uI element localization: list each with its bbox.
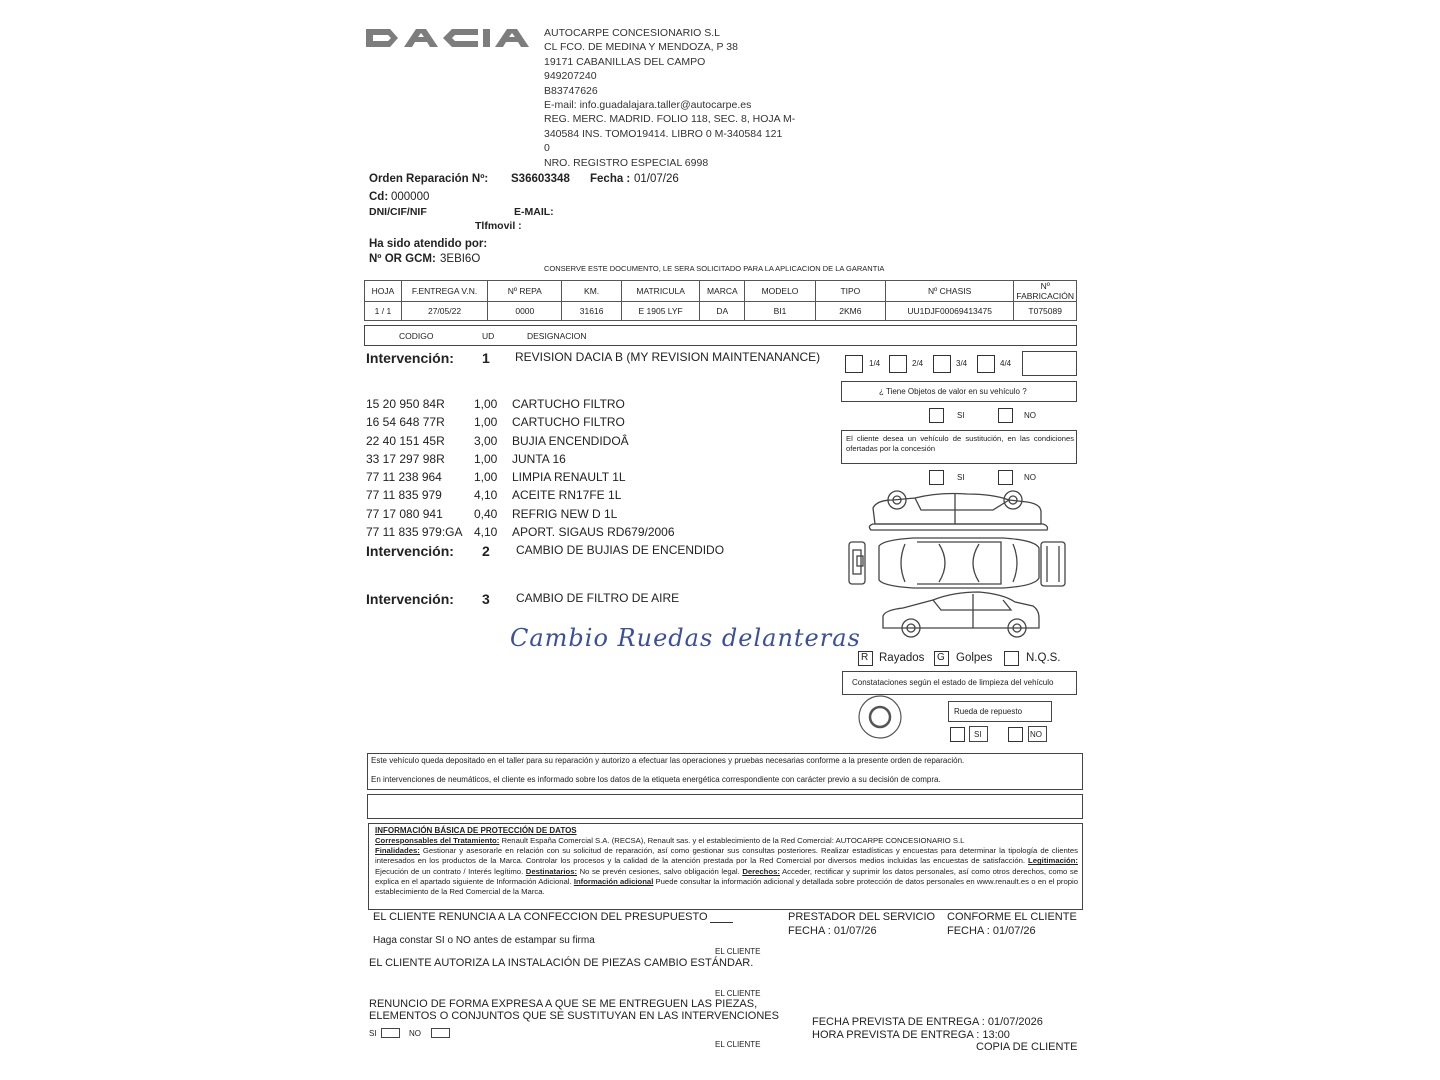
part-qty: 1,00 bbox=[474, 470, 498, 485]
privacy-recipients-label: Destinatarios: bbox=[525, 866, 578, 876]
copy-label: COPIA DE CLIENTE bbox=[976, 1041, 1078, 1053]
part-qty: 1,00 bbox=[474, 451, 498, 466]
replacement-yes-label: SI bbox=[957, 473, 965, 482]
items-header-bar bbox=[364, 325, 1077, 346]
fuel-extra-box bbox=[1022, 351, 1077, 376]
provider-date: FECHA : 01/07/26 bbox=[788, 925, 877, 937]
part-code: 77 11 238 964 bbox=[366, 470, 442, 485]
col-hoja: HOJA bbox=[365, 281, 402, 302]
legend-rayados-key: R bbox=[861, 652, 869, 663]
col-repa: Nº REPA bbox=[488, 281, 562, 302]
dealer-registry-3: 0 bbox=[544, 142, 550, 155]
col-modelo: MODELO bbox=[745, 281, 816, 302]
vehicle-table-header bbox=[365, 281, 1077, 302]
intervention-2-number: 2 bbox=[482, 543, 490, 559]
legend-golpes-label: Golpes bbox=[956, 652, 993, 664]
list-item bbox=[366, 450, 675, 468]
legend-nqs-label: N.Q.S. bbox=[1026, 652, 1061, 664]
waiver-parts-line-1: RENUNCIO DE FORMA EXPRESA A QUE SE ME ENTREGUEN LAS PIEZAS, bbox=[369, 998, 758, 1010]
valuables-no-checkbox[interactable] bbox=[998, 408, 1013, 423]
fuel-checkbox-2-4[interactable] bbox=[889, 355, 907, 373]
email-label: E-MAIL: bbox=[514, 206, 554, 218]
delivery-time: HORA PREVISTA DE ENTREGA : 13:00 bbox=[812, 1029, 1010, 1041]
client-label: CONFORME EL CLIENTE bbox=[947, 911, 1077, 923]
dealer-address: CL FCO. DE MEDINA Y MENDOZA, P 38 bbox=[544, 41, 738, 54]
vehicle-table bbox=[364, 280, 1077, 321]
col-entrega: F.ENTREGA V.N. bbox=[401, 281, 487, 302]
list-item bbox=[366, 395, 675, 413]
spare-wheel-yes-checkbox[interactable] bbox=[950, 727, 965, 742]
part-name: BUJIA ENCENDIDOÂ bbox=[512, 433, 629, 448]
dni-label: DNI/CIF/NIF bbox=[369, 206, 427, 218]
part-name: CARTUCHO FILTRO bbox=[512, 397, 625, 411]
waiver-si-box[interactable] bbox=[381, 1028, 400, 1038]
warranty-notice: CONSERVE ESTE DOCUMENTO, LE SERA SOLICITADO PARA LA APLICACION DE LA GARANTIA bbox=[544, 264, 885, 273]
cd-label: Cd: bbox=[369, 191, 389, 203]
delivery-date: FECHA PREVISTA DE ENTREGA : 01/07/2026 bbox=[812, 1016, 1043, 1028]
valuables-no-label: NO bbox=[1024, 411, 1036, 420]
list-item bbox=[366, 468, 675, 486]
items-header-ud: UD bbox=[482, 331, 495, 341]
dealer-city: 19171 CABANILLAS DEL CAMPO bbox=[544, 55, 706, 68]
waiver-no-box[interactable] bbox=[431, 1028, 450, 1038]
privacy-text bbox=[375, 836, 1078, 897]
gcm-label: Nº OR GCM: bbox=[369, 253, 436, 265]
intervention-1-number: 1 bbox=[482, 350, 490, 366]
el-cliente-2: EL CLIENTE bbox=[715, 989, 761, 998]
privacy-recipients-text: No se prevén cesiones, salvo obligación legal. bbox=[577, 866, 743, 876]
dacia-logo bbox=[364, 26, 536, 55]
handwritten-note: Cambio Ruedas delanteras bbox=[510, 624, 861, 652]
privacy-controller-text: Renault España Comercial S.A. (RECSA), Renault sas. y el establecimiento de la Red Comercial: AUTOCARPE CONCESIONARIO S.L bbox=[499, 836, 965, 845]
valuables-yes-checkbox[interactable] bbox=[929, 408, 944, 423]
privacy-controller-label: Corresponsables del Tratamiento: bbox=[375, 836, 500, 845]
part-code: 77 11 835 979 bbox=[366, 488, 442, 503]
part-code: 15 20 950 84R bbox=[366, 397, 445, 411]
dealer-tax-id: B83747626 bbox=[544, 84, 598, 97]
privacy-legitimation-text: Ejecución de un contrato / Interés legítimo. bbox=[375, 866, 526, 876]
car-damage-diagram bbox=[843, 486, 1075, 646]
cell-hoja: 1 / 1 bbox=[365, 302, 402, 321]
legend-golpes-key: G bbox=[937, 652, 945, 663]
cell-repa: 0000 bbox=[488, 302, 562, 321]
privacy-additional-text: Puede consultar la información adicional y detallada sobre protección de datos personales en www.renault.es o en el propio establecimiento de la Red Comercial de la Marca. bbox=[375, 876, 1078, 897]
dealer-info bbox=[544, 26, 795, 170]
el-cliente-3: EL CLIENTE bbox=[715, 1040, 761, 1049]
valuables-question: ¿ Tiene Objetos de valor en su vehículo ? bbox=[879, 387, 1027, 396]
dealer-email: E-mail: info.guadalajara.taller@autocarpe.es bbox=[544, 99, 752, 112]
waiver-no-label: NO bbox=[409, 1029, 421, 1038]
authorization-line-2: En intervenciones de neumáticos, el cliente es informado sobre los datos de la etiqueta energética correspondiente con carácter previo a su decisión de compra. bbox=[371, 775, 941, 784]
spare-wheel-no-label: NO bbox=[1030, 730, 1042, 739]
waiver-budget: EL CLIENTE RENUNCIA A LA CONFECCION DEL PRESUPUESTO bbox=[373, 911, 708, 923]
privacy-additional-label: Información adicional bbox=[573, 876, 654, 886]
order-number: S36603348 bbox=[511, 173, 570, 185]
part-qty: 1,00 bbox=[474, 415, 498, 430]
col-fabricacion: Nº FABRICACIÓN bbox=[1014, 281, 1077, 302]
part-qty: 3,00 bbox=[474, 433, 498, 448]
fuel-level-4-4: 4/4 bbox=[1000, 359, 1012, 368]
intervention-3-number: 3 bbox=[482, 591, 490, 607]
fuel-level-1-4: 1/4 bbox=[869, 359, 881, 368]
part-name: LIMPIA RENAULT 1L bbox=[512, 470, 626, 485]
cell-matricula: E 1905 LYF bbox=[621, 302, 700, 321]
parts-list bbox=[366, 395, 675, 541]
col-tipo: TIPO bbox=[815, 281, 885, 302]
privacy-legitimation-label: Legitimación: bbox=[1028, 856, 1078, 866]
items-header-code: CODIGO bbox=[399, 331, 434, 341]
cleanliness-note: Constataciones según el estado de limpieza del vehículo bbox=[852, 678, 1054, 687]
fuel-checkbox-3-4[interactable] bbox=[933, 355, 951, 373]
cell-chasis: UU1DJF00069413475 bbox=[885, 302, 1013, 321]
list-item bbox=[366, 486, 675, 504]
col-marca: MARCA bbox=[700, 281, 745, 302]
provider-label: PRESTADOR DEL SERVICIO bbox=[788, 911, 936, 923]
dealer-name: AUTOCARPE CONCESIONARIO S.L bbox=[544, 27, 721, 39]
part-code: 33 17 297 98R bbox=[366, 451, 445, 466]
valuables-yes-label: SI bbox=[957, 411, 965, 420]
list-item bbox=[366, 523, 675, 541]
part-code: 22 40 151 45R bbox=[366, 433, 445, 448]
replacement-vehicle-text: El cliente desea un vehículo de sustitución, en las condiciones ofertadas por la concesión bbox=[846, 434, 1074, 453]
privacy-purposes-label: Finalidades: bbox=[375, 846, 420, 856]
order-number-label: Orden Reparación Nº: bbox=[369, 173, 489, 185]
order-date: 01/07/26 bbox=[634, 173, 679, 185]
part-name: ACEITE RN17FE 1L bbox=[512, 488, 622, 503]
cell-tipo: 2KM6 bbox=[815, 302, 885, 321]
cell-marca: DA bbox=[700, 302, 745, 321]
cell-km: 31616 bbox=[562, 302, 621, 321]
replacement-no-checkbox[interactable] bbox=[998, 470, 1013, 485]
list-item bbox=[366, 413, 675, 431]
part-name: JUNTA 16 bbox=[512, 451, 566, 466]
spare-wheel-no-checkbox[interactable] bbox=[1008, 727, 1023, 742]
dealer-phone: 949207240 bbox=[544, 70, 597, 83]
intervention-1-label: Intervención: bbox=[366, 350, 454, 366]
intervention-1-description: REVISION DACIA B (MY REVISION MAINTENANANCE) bbox=[515, 350, 821, 364]
waiver-parts-line-2: ELEMENTOS O CONJUNTOS QUE SE SUSTITUYAN EN LAS INTERVENCIONES bbox=[369, 1010, 779, 1022]
privacy-purposes-text: Gestionar y asesorarle en relación con su solicitud de reparación, así como gestionar sus consultas posteriores. Realizar estadísticas y encuestas para determinar la tipología de clientes interesados en los productos de la Marca. Controlar los procesos y la calidad de la atención prestada por la Red Comercial por diversos medios incluidas las encuestas de satisfacción. bbox=[375, 846, 1078, 866]
vehicle-table-row bbox=[365, 302, 1077, 321]
order-date-label: Fecha : bbox=[590, 173, 631, 185]
attended-label: Ha sido atendido por: bbox=[369, 238, 488, 250]
part-qty: 4,10 bbox=[474, 525, 498, 540]
col-chasis: Nº CHASIS bbox=[885, 281, 1013, 302]
part-name: APORT. SIGAUS RD679/2006 bbox=[512, 525, 675, 540]
cell-entrega: 27/05/22 bbox=[401, 302, 487, 321]
privacy-title: INFORMACIÓN BÁSICA DE PROTECCIÓN DE DATOS bbox=[375, 826, 577, 835]
col-matricula: MATRICULA bbox=[621, 281, 700, 302]
list-item bbox=[366, 432, 675, 450]
spare-wheel-label: Rueda de repuesto bbox=[954, 707, 1023, 716]
intervention-2-description: CAMBIO DE BUJIAS DE ENCENDIDO bbox=[516, 543, 725, 557]
part-qty: 4,10 bbox=[474, 488, 498, 503]
part-name: CARTUCHO FILTRO bbox=[512, 415, 625, 430]
legend-rayados-label: Rayados bbox=[879, 652, 925, 664]
intervention-3-description: CAMBIO DE FILTRO DE AIRE bbox=[516, 591, 680, 605]
el-cliente-1: EL CLIENTE bbox=[715, 947, 761, 956]
sign-instruction: Haga constar SI o NO antes de estampar su firma bbox=[373, 935, 595, 946]
authorization-line-1: Este vehículo queda depositado en el taller para su reparación y autorizo a efectuar las operaciones y pruebas necesarias conforme a la presente orden de reparación. bbox=[371, 756, 965, 765]
blank-box bbox=[367, 794, 1083, 819]
replacement-no-label: NO bbox=[1024, 473, 1036, 482]
waiver-budget-line bbox=[710, 922, 733, 923]
part-code: 77 17 080 941 bbox=[366, 506, 443, 521]
part-code: 16 54 648 77R bbox=[366, 415, 445, 430]
privacy-rights-label: Derechos: bbox=[742, 866, 780, 876]
dealer-registry-2: 340584 INS. TOMO19414. LIBRO 0 M-340584 121 bbox=[544, 127, 783, 140]
mobile-label: Tlfmovil : bbox=[475, 220, 522, 232]
part-qty: 1,00 bbox=[474, 397, 498, 411]
cell-fabricacion: T075089 bbox=[1014, 302, 1077, 321]
dealer-registry-1: REG. MERC. MADRID. FOLIO 118, SEC. 8, HOJA M- bbox=[544, 113, 796, 126]
fuel-checkbox-1-4[interactable] bbox=[845, 355, 863, 373]
part-name: REFRIG NEW D 1L bbox=[512, 506, 618, 521]
replacement-yes-checkbox[interactable] bbox=[929, 470, 944, 485]
authorizes-parts: EL CLIENTE AUTORIZA LA INSTALACIÓN DE PIEZAS CAMBIO ESTÁNDAR. bbox=[369, 957, 754, 969]
fuel-level-2-4: 2/4 bbox=[912, 359, 924, 368]
dealer-special-registry: NRO. REGISTRO ESPECIAL 6998 bbox=[544, 156, 709, 169]
items-header-designation: DESIGNACION bbox=[527, 331, 587, 341]
cd-value: 000000 bbox=[391, 191, 430, 203]
part-code: 77 11 835 979:GA bbox=[366, 525, 463, 540]
privacy-rights-text: Acceder, rectificar y suprimir los datos personales, así como otros derechos, como se explica en el apartado siguiente de Información Adicional. bbox=[375, 866, 1078, 886]
gcm-value: 3EBI6O bbox=[440, 253, 481, 265]
spare-wheel-yes-label: SI bbox=[974, 730, 982, 739]
waiver-si-label: SI bbox=[369, 1029, 377, 1038]
intervention-3-label: Intervención: bbox=[366, 591, 454, 607]
cell-modelo: BI1 bbox=[745, 302, 816, 321]
col-km: KM. bbox=[562, 281, 621, 302]
client-date: FECHA : 01/07/26 bbox=[947, 925, 1036, 937]
fuel-level-3-4: 3/4 bbox=[956, 359, 968, 368]
intervention-2-label: Intervención: bbox=[366, 543, 454, 559]
list-item bbox=[366, 505, 675, 523]
legend-nqs-box bbox=[1004, 651, 1019, 666]
fuel-checkbox-4-4[interactable] bbox=[977, 355, 995, 373]
spare-wheel-icon bbox=[857, 694, 903, 740]
part-qty: 0,40 bbox=[474, 506, 498, 521]
